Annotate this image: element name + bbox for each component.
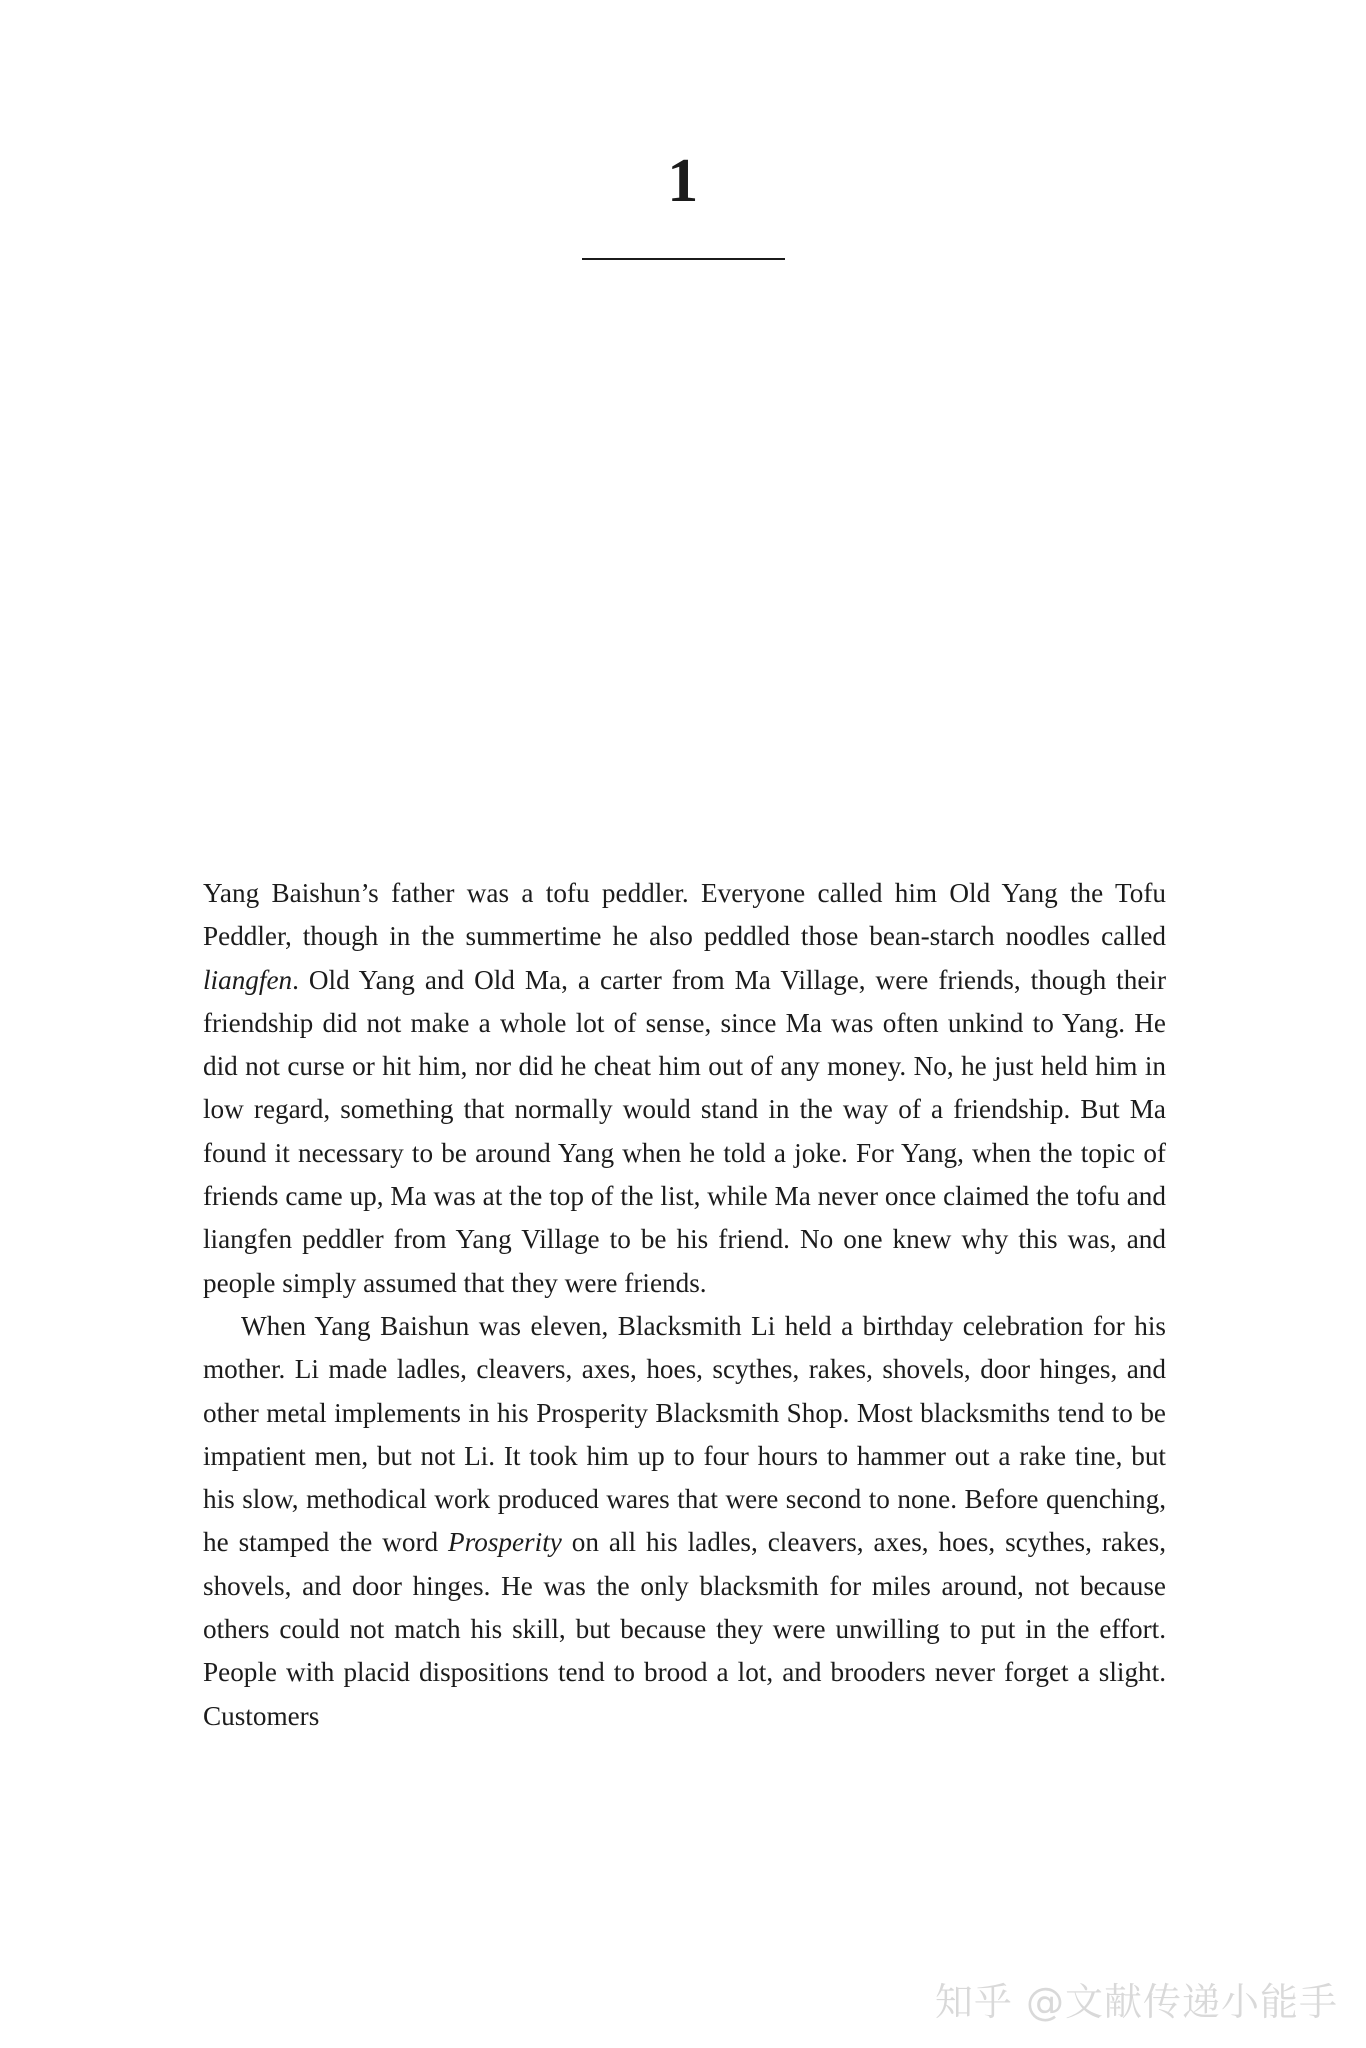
paragraph <box>203 1305 1166 1738</box>
text-run: When Yang Baishun was eleven, Blacksmith Li held a birthday celebration for his mother. Li made ladles, cleavers, axes, hoes, scythes, rakes, shovels, door hinges, and other metal implements in his Prosperity Blacksmith Shop. Most blacksmiths tend to be impatient men, but not Li. It took him up to four hours to hammer out a rake tine, but his slow, methodical work produced wares that were second to none. Before quenching, he stamped the word <box>203 1310 1166 1558</box>
text-run: Yang Baishun’s father was a tofu peddler. Everyone called him Old Yang the Tofu Peddler, though in the summertime he also peddled those bean-starch noodles called <box>203 878 1166 952</box>
italic-term: liangfen <box>203 964 293 995</box>
text-run: . Old Yang and Old Ma, a carter from Ma Village, were friends, though their friendship did not make a whole lot of sense, since Ma was often unkind to Yang. He did not curse or hit him, nor did he cheat him out of any money. No, he just held him in low regard, something that normally would stand in the way of a friendship. But Ma found it necessary to be around Yang when he told a joke. For Yang, when the topic of friends came up, Ma was at the top of the list, while Ma never once claimed the tofu and liangfen peddler from Yang Village to be his friend. No one knew why this was, and people simply assumed that they were friends. <box>203 964 1166 1298</box>
chapter-heading <box>0 147 1366 260</box>
paragraph <box>203 872 1166 1305</box>
chapter-number: 1 <box>667 147 699 215</box>
watermark-zhihu: 知乎 @文献传递小能手 <box>934 1980 1338 2025</box>
italic-term: Prosperity <box>448 1527 562 1558</box>
text-run: on all his ladles, cleavers, axes, hoes, scythes, rakes, shovels, and door hinges. He was the only blacksmith for miles around, not because others could not match his skill, but because they were unwilling to put in the effort. People with placid dispositions tend to brood a lot, and brooders never forget a slight. Customers <box>203 1527 1166 1731</box>
chapter-divider-rule <box>582 258 785 260</box>
body-text-block <box>203 872 1166 1738</box>
